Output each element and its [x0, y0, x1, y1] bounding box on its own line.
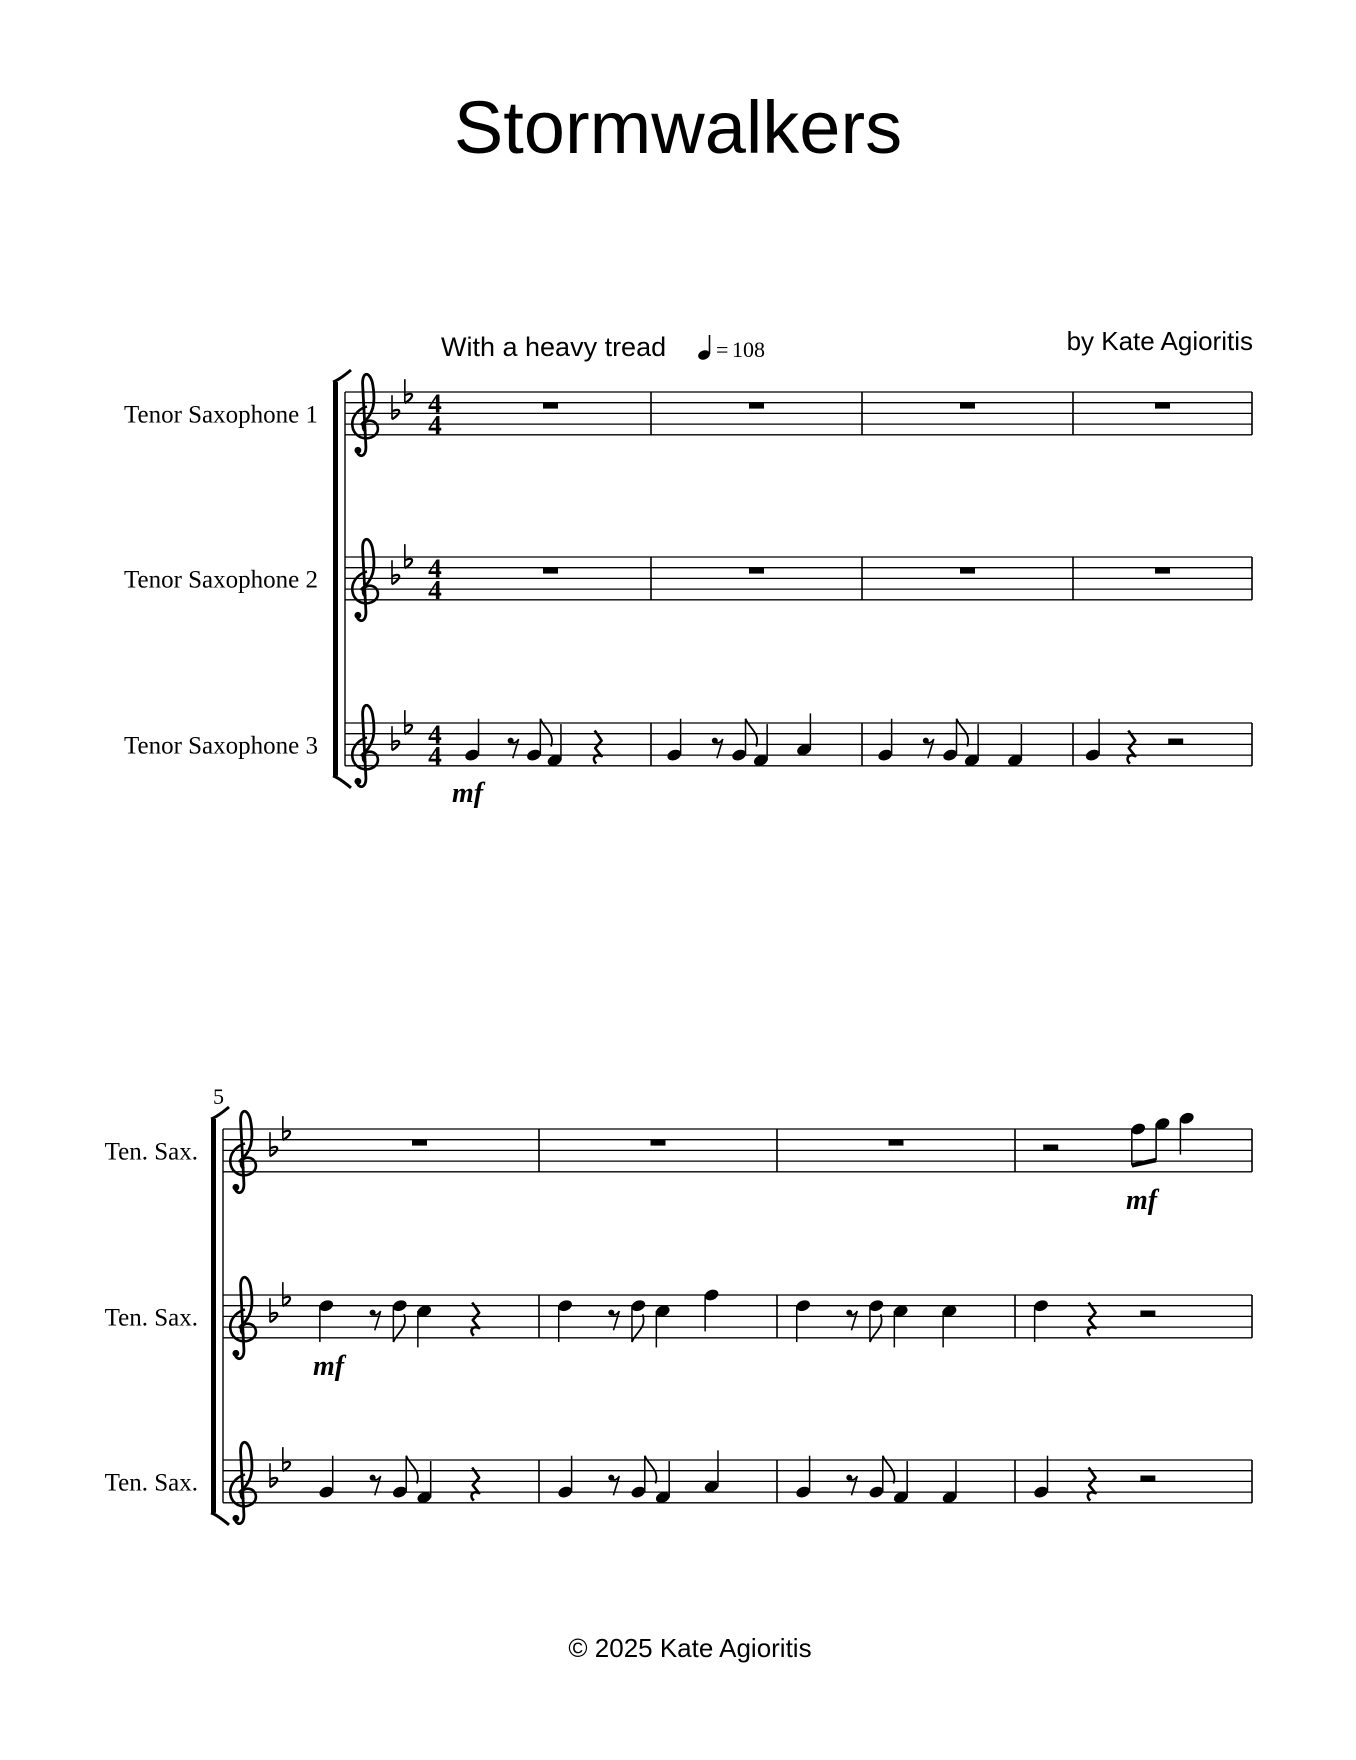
- staff-3: [345, 705, 1252, 786]
- flat-bowl: [392, 741, 399, 750]
- system-bracket: [211, 1119, 216, 1513]
- treble-clef-dot: [354, 778, 361, 785]
- instrument-label: Ten. Sax.: [104, 1138, 198, 1166]
- bracket-top: [333, 370, 351, 382]
- treble-clef-dot: [232, 1350, 239, 1357]
- whole-rest: [960, 568, 975, 574]
- treble-clef-dot: [354, 447, 361, 454]
- treble-clef-icon: [357, 374, 374, 455]
- system-1: [124, 370, 1252, 809]
- staff-2: [345, 539, 1252, 620]
- quarter-rest: [471, 1302, 479, 1335]
- quarter-rest: [1088, 1467, 1096, 1500]
- half-rest: [1140, 1476, 1155, 1482]
- whole-rest: [1155, 568, 1170, 574]
- instrument-label: Tenor Saxophone 1: [123, 401, 318, 429]
- treble-clef-icon: [357, 705, 374, 786]
- dynamic-mf: mf: [313, 1351, 345, 1382]
- flat-bowl: [405, 725, 412, 734]
- time-signature-top: 4: [428, 388, 442, 419]
- flat-bowl: [283, 1297, 290, 1306]
- time-signature-bottom: 4: [428, 574, 442, 605]
- flat-bowl: [405, 559, 412, 568]
- quarter-rest: [1128, 730, 1136, 763]
- whole-rest: [749, 568, 764, 574]
- flat-bowl: [283, 1462, 290, 1471]
- flat-bowl: [392, 575, 399, 584]
- treble-clef-icon: [357, 539, 374, 620]
- staff-1: [345, 374, 1252, 455]
- half-rest: [1140, 1311, 1155, 1317]
- whole-rest: [960, 403, 975, 409]
- half-rest: [1168, 739, 1183, 745]
- system-2: [105, 1084, 1252, 1525]
- bracket-bottom: [211, 1513, 229, 1525]
- flat-bowl: [392, 410, 399, 419]
- flat-bowl: [270, 1478, 277, 1487]
- treble-clef-icon: [235, 1442, 252, 1523]
- tempo-text: With a heavy tread: [441, 332, 667, 362]
- treble-clef-dot: [232, 1184, 239, 1191]
- staff-3: [223, 1442, 1252, 1523]
- flat-bowl: [270, 1313, 277, 1322]
- half-rest: [1043, 1145, 1058, 1151]
- whole-rest: [543, 568, 558, 574]
- whole-rest: [412, 1140, 427, 1146]
- flat-bowl: [270, 1147, 277, 1156]
- dynamic-mf: mf: [452, 778, 484, 809]
- instrument-label: Ten. Sax.: [104, 1304, 198, 1332]
- copyright-notice: © 2025 Kate Agioritis: [568, 1633, 812, 1663]
- time-signature-top: 4: [428, 719, 442, 750]
- treble-clef-icon: [235, 1111, 252, 1192]
- music-notation: [105, 370, 1252, 1525]
- flat-bowl: [283, 1131, 290, 1140]
- flat-bowl: [405, 394, 412, 403]
- measure-number: 5: [213, 1084, 224, 1109]
- staff-2: [223, 1277, 1252, 1358]
- time-signature-bottom: 4: [428, 409, 442, 440]
- treble-clef-icon: [235, 1277, 252, 1358]
- instrument-label: Ten. Sax.: [104, 1469, 198, 1497]
- staff-1: [223, 1111, 1252, 1193]
- whole-rest: [543, 403, 558, 409]
- whole-rest: [749, 403, 764, 409]
- treble-clef-dot: [354, 612, 361, 619]
- instrument-label: Tenor Saxophone 2: [123, 566, 318, 594]
- time-signature-bottom: 4: [428, 740, 442, 771]
- treble-clef-dot: [232, 1515, 239, 1522]
- page-title: Stormwalkers: [453, 86, 903, 169]
- bracket-bottom: [333, 776, 351, 788]
- whole-rest: [651, 1140, 666, 1146]
- composer-credit: by Kate Agioritis: [1066, 326, 1253, 356]
- quarter-rest: [594, 730, 602, 763]
- quarter-rest: [1088, 1302, 1096, 1335]
- system-bracket: [333, 382, 338, 776]
- tempo-equals: =: [716, 337, 729, 362]
- instrument-label: Tenor Saxophone 3: [123, 732, 318, 760]
- tempo-bpm: 108: [732, 337, 765, 362]
- time-signature-top: 4: [428, 553, 442, 584]
- whole-rest: [1155, 403, 1170, 409]
- quarter-rest: [471, 1467, 479, 1500]
- whole-rest: [889, 1140, 904, 1146]
- dynamic-mf: mf: [1126, 1185, 1158, 1216]
- tempo-quarter-note-icon: [697, 335, 711, 361]
